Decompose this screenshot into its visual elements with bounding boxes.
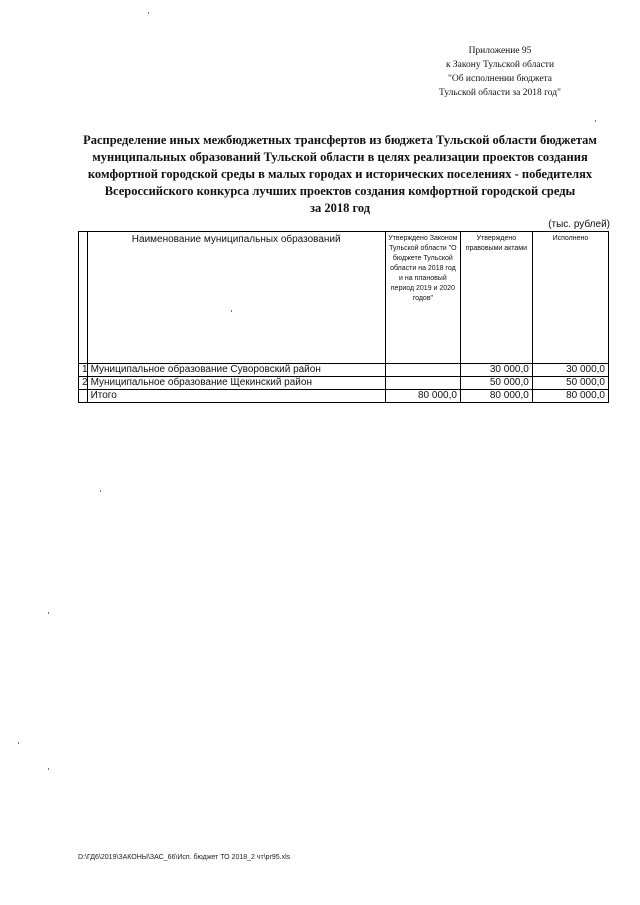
row-name: Муниципальное образование Суворовский район — [87, 364, 385, 377]
row-index: 1 — [79, 364, 88, 377]
row-approved-law — [385, 364, 460, 377]
title-line-2: муниципальных образований Тульской области в целях реализации проектов создания — [92, 150, 588, 164]
row-approved-acts: 50 000,0 — [460, 377, 532, 390]
appendix-line-4: Тульской области за 2018 год" — [439, 88, 561, 98]
appendix-line-3: "Об исполнении бюджета — [447, 74, 553, 84]
header-approved-acts: Утверждено правовыми актами — [460, 232, 532, 364]
table-header-row — [79, 232, 609, 364]
total-index — [79, 390, 88, 403]
scan-speck — [231, 310, 232, 312]
appendix-line-1: Приложение 95 — [468, 46, 532, 56]
header-executed: Исполнено — [532, 232, 608, 364]
appendix-block — [380, 44, 620, 100]
header-approved-law: Утверждено Законом Тульской области "О бюджете Тульской области на 2018 год и на плановый период 2019 и 2020 годов" — [385, 232, 460, 364]
document-title — [60, 132, 620, 217]
scan-speck — [595, 120, 596, 122]
scan-speck — [100, 490, 101, 492]
scan-speck — [48, 612, 49, 614]
table-row — [79, 377, 609, 390]
title-line-5: за 2018 год — [309, 201, 371, 215]
scan-speck — [148, 12, 149, 14]
transfers-table — [78, 231, 609, 403]
total-approved-law: 80 000,0 — [385, 390, 460, 403]
total-label: Итого — [87, 390, 385, 403]
row-approved-law — [385, 377, 460, 390]
row-approved-acts: 30 000,0 — [460, 364, 532, 377]
title-line-1: Распределение иных межбюджетных трансфертов из бюджета Тульской области бюджетам — [83, 133, 597, 147]
scan-speck — [18, 742, 19, 744]
row-index: 2 — [79, 377, 88, 390]
table-total-row — [79, 390, 609, 403]
header-index — [79, 232, 88, 364]
row-executed: 50 000,0 — [532, 377, 608, 390]
scan-speck — [48, 768, 49, 770]
appendix-line-2: к Закону Тульской области — [445, 60, 555, 70]
total-approved-acts: 80 000,0 — [460, 390, 532, 403]
row-executed: 30 000,0 — [532, 364, 608, 377]
units-label: (тыс. рублей) — [548, 219, 610, 230]
header-name: Наименование муниципальных образований — [87, 232, 385, 364]
table-row — [79, 364, 609, 377]
title-line-3: комфортной городской среды в малых городах и исторических поселениях - победителях — [87, 167, 593, 181]
row-name: Муниципальное образование Щекинский район — [87, 377, 385, 390]
total-executed: 80 000,0 — [532, 390, 608, 403]
file-path-footer: D:\ГД6\2019\ЗАКОНЫ\ЗАС_66\Исп. бюджет ТО 2018_2 чт\pr95.xls — [78, 854, 291, 861]
title-line-4: Всероссийского конкурса лучших проектов создания комфортной городской среды — [104, 184, 576, 198]
